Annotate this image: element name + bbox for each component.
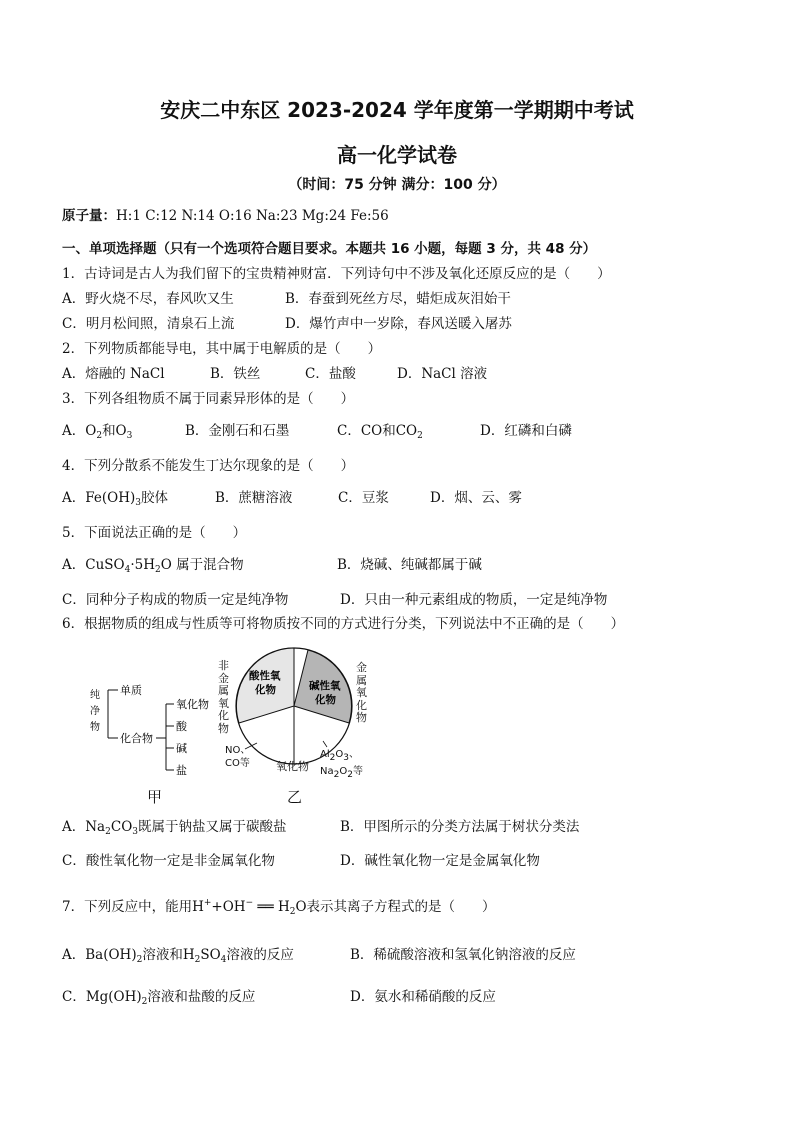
acidic-oxide-label-2: 化物	[255, 684, 276, 696]
q3-option-b: B．金刚石和石墨	[185, 423, 290, 439]
tree-leaf-base: 碱	[176, 742, 187, 755]
q7-option-d: D．氨水和稀硝酸的反应	[350, 989, 496, 1005]
q1-option-d: D．爆竹声中一岁除，春风送暖入屠苏	[285, 316, 512, 332]
q5-option-c: C．同种分子构成的物质一定是纯净物	[62, 592, 289, 608]
oxide-bottom-label: 氧化物	[276, 760, 309, 773]
tree-leaf-oxide: 氧化物	[176, 698, 209, 711]
figure-jia-caption: 甲	[147, 788, 163, 806]
q1-option-b: B．春蚕到死丝方尽，蜡炬成灰泪始干	[285, 291, 511, 307]
section-heading: 一、单项选择题（只有一个选项符合题目要求。本题共 16 小题，每题 3 分，共 48 分）	[62, 241, 597, 257]
al2o3-na2o2-label: $Al_2O_3$、 $Na_2O_2$等	[320, 749, 363, 780]
q7-option-c: C．$Mg(OH)_2$溶液和盐酸的反应	[62, 989, 256, 1007]
figure-yi-caption: 乙	[287, 788, 303, 806]
q7-option-b: B．稀硫酸溶液和氢氧化钠溶液的反应	[350, 947, 576, 963]
q3-option-a: A．$O_2$和$O_3$	[62, 423, 133, 441]
q3-stem: 3．下列各组物质不属于同素异形体的是（ ）	[62, 391, 355, 407]
q2-option-d: D．NaCl 溶液	[397, 366, 488, 382]
exam-subtitle: 高一化学试卷	[337, 143, 457, 167]
metal-oxide-vertical-label: 金 属 氧 化 物	[356, 661, 367, 724]
nonmetal-oxide-vertical-label: 非 金 属 氧 化 物	[218, 659, 229, 735]
q1-stem: 1．古诗词是古人为我们留下的宝贵精神财富．下列诗句中不涉及氧化还原反应的是（ ）	[62, 266, 611, 282]
q4-option-b: B．蔗糖溶液	[215, 490, 293, 506]
q6-option-d: D．碱性氧化物一定是金属氧化物	[340, 853, 540, 869]
tree-root-char-1: 纯	[90, 690, 100, 701]
q4-option-a: A．$Fe(OH)_3$胶体	[62, 490, 168, 508]
q2-stem: 2．下列物质都能导电，其中属于电解质的是（ ）	[62, 341, 382, 357]
tree-leaf-salt: 盐	[176, 764, 187, 777]
atomic-mass-label: 原子量：	[62, 208, 116, 224]
exam-time-info: （时间：75 分钟 满分：100 分）	[288, 177, 506, 193]
q2-option-b: B．铁丝	[210, 366, 261, 382]
basic-oxide-label-2: 化物	[315, 694, 336, 706]
basic-oxide-label-1: 碱性氧	[309, 680, 341, 692]
exam-title: 安庆二中东区 2023-2024 学年度第一学期期中考试	[160, 98, 634, 122]
q5-option-b: B．烧碱、纯碱都属于碱	[337, 557, 482, 573]
tree-root-char-2: 净	[90, 706, 100, 717]
figure-jia-tree	[80, 678, 220, 778]
q6-option-b: B．甲图所示的分类方法属于树状分类法	[340, 819, 580, 835]
q5-option-d: D．只由一种元素组成的物质，一定是纯净物	[340, 592, 608, 608]
no-co-label: NO、CO等	[225, 745, 251, 769]
q3-option-d: D．红磷和白磷	[480, 423, 572, 439]
tree-root-char-3: 物	[90, 722, 100, 733]
tree-node-simple: 单质	[120, 684, 142, 697]
q6-option-c: C．酸性氧化物一定是非金属氧化物	[62, 853, 275, 869]
tree-leaf-acid: 酸	[176, 720, 187, 733]
q5-stem: 5．下面说法正确的是（ ）	[62, 525, 247, 541]
q6-stem: 6．根据物质的组成与性质等可将物质按不同的方式进行分类，下列说法中不正确的是（ ）	[62, 616, 625, 632]
q2-option-c: C．盐酸	[305, 366, 356, 382]
q6-option-a: A．$Na_2CO_3$既属于钠盐又属于碳酸盐	[62, 819, 287, 837]
q7-option-a: A．$Ba(OH)_2$溶液和$H_2SO_4$溶液的反应	[62, 947, 294, 965]
atomic-mass-line	[62, 206, 389, 226]
q5-option-a: A．$CuSO_4\cdot 5H_2O$ 属于混合物	[62, 557, 244, 575]
q1-option-c: C．明月松间照，清泉石上流	[62, 316, 235, 332]
q4-stem: 4．下列分散系不能发生丁达尔现象的是（ ）	[62, 458, 355, 474]
q1-option-a: A．野火烧不尽，春风吹又生	[62, 291, 234, 307]
acidic-oxide-label-1: 酸性氧	[249, 670, 281, 682]
q4-option-d: D．烟、云、雾	[430, 490, 522, 506]
atomic-mass-values: H:1 C:12 N:14 O:16 Na:23 Mg:24 Fe:56	[116, 208, 389, 224]
q3-option-c: C．CO和$CO_2$	[337, 423, 423, 441]
tree-node-compound: 化合物	[120, 732, 153, 745]
q2-option-a: A．熔融的 NaCl	[62, 366, 165, 382]
q7-stem: 7．下列反应中，能用H++OH− ══ $H_2O$表示其离子方程式的是（ ）	[62, 898, 496, 917]
q4-option-c: C．豆浆	[338, 490, 389, 506]
